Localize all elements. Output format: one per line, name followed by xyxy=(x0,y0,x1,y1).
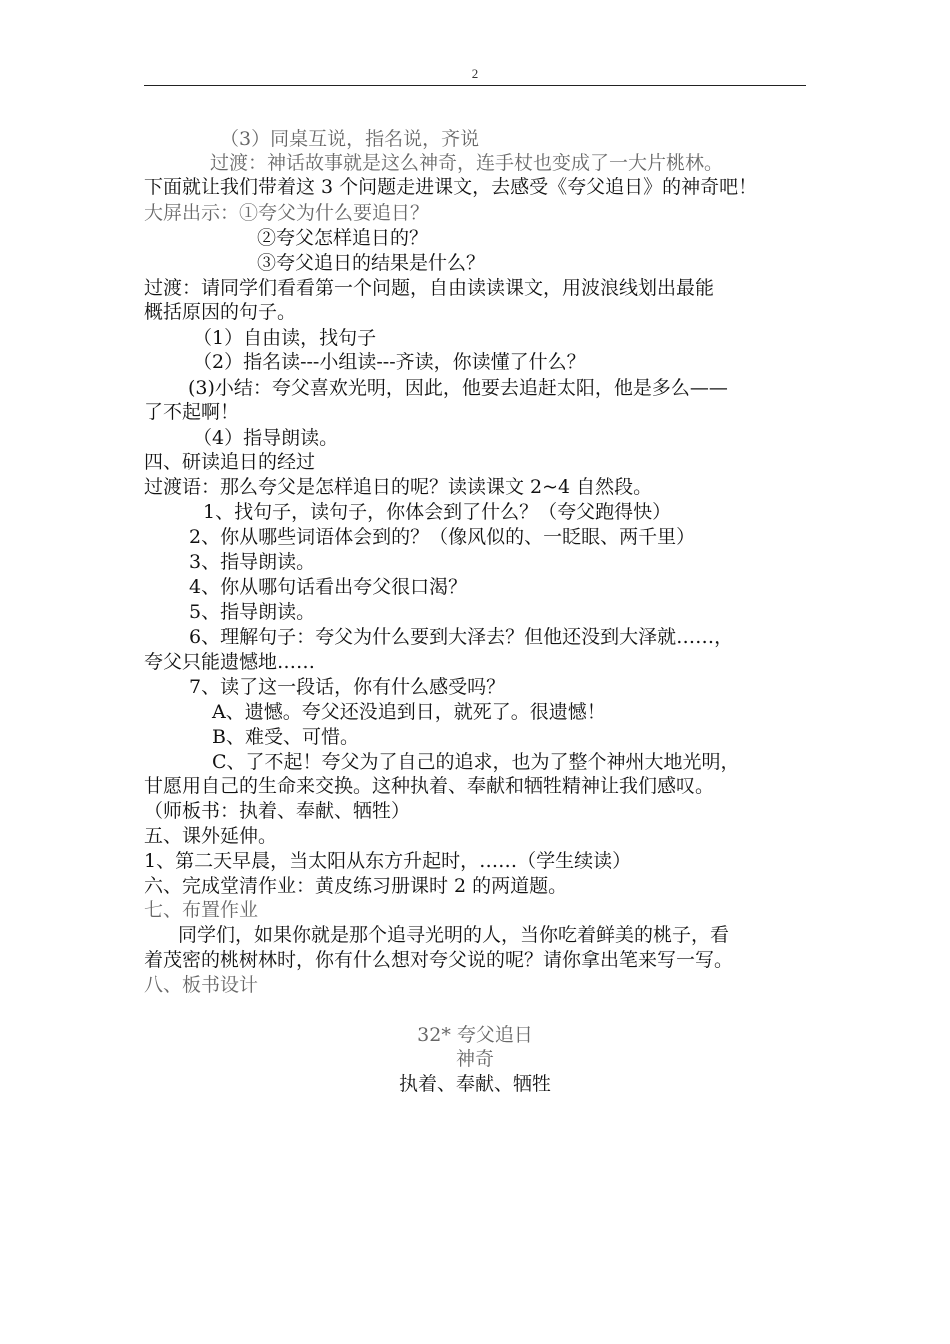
text-line: 过渡：请同学们看看第一个问题，自由读读课文，用波浪线划出最能 xyxy=(144,277,715,299)
text-line: 甘愿用自己的生命来交换。这种执着、奉献和牺牲精神让我们感叹。 xyxy=(144,775,715,797)
text-line: ③夸父追日的结果是什么？ xyxy=(257,252,486,274)
text-line: B、难受、可惜。 xyxy=(212,726,359,748)
text-line: 夸父只能遗憾地…… xyxy=(144,651,316,673)
text-line: 2、你从哪些词语体会到的？（像风似的、一眨眼、两千里） xyxy=(189,526,696,548)
text-line: 1、第二天早晨，当太阳从东方升起时，……（学生续读） xyxy=(144,850,632,872)
text-line: 大屏出示：①夸父为什么要追日？ xyxy=(144,202,430,224)
text-line: 了不起啊！ xyxy=(144,401,240,423)
header-rule xyxy=(144,85,806,86)
text-line: 下面就让我们带着这 3 个问题走进课文，去感受《夸父追日》的神奇吧！ xyxy=(144,176,758,198)
text-line: 同学们，如果你就是那个追寻光明的人，当你吃着鲜美的桃子，看 xyxy=(178,924,730,946)
text-line: 七、布置作业 xyxy=(144,899,259,921)
board-title: 32* 夸父追日 xyxy=(417,1024,533,1046)
text-line: 过渡：神话故事就是这么神奇，连手杖也变成了一大片桃林。 xyxy=(210,152,724,174)
text-line: ②夸父怎样追日的？ xyxy=(257,227,429,249)
board-keywords: 执着、奉献、牺牲 xyxy=(398,1073,551,1095)
text-line: （1）自由读，找句子 xyxy=(193,327,377,349)
text-line: 八、板书设计 xyxy=(144,974,259,996)
text-line: 过渡语：那么夸父是怎样追日的呢？读读课文 2~4 自然段。 xyxy=(144,476,653,498)
text-line: 四、研读追日的经过 xyxy=(144,451,316,473)
text-line: 五、课外延伸。 xyxy=(144,825,278,847)
text-line: (3)小结：夸父喜欢光明，因此，他要去追赶太阳，他是多么—— xyxy=(188,377,728,399)
text-line: C、了不起！夸父为了自己的追求，也为了整个神州大地光明， xyxy=(212,751,740,773)
text-line: 4、你从哪句话看出夸父很口渴？ xyxy=(189,576,468,598)
page-number: 2 xyxy=(471,66,479,81)
text-line: （4）指导朗读。 xyxy=(193,427,339,449)
board-subtitle: 神奇 xyxy=(455,1048,494,1070)
text-line: 概括原因的句子。 xyxy=(144,301,297,323)
text-line: 7、读了这一段话，你有什么感受吗？ xyxy=(189,676,506,698)
text-line: （师板书：执着、奉献、牺牲） xyxy=(144,800,411,822)
text-line: A、遗憾。夸父还没追到日，就死了。很遗憾！ xyxy=(212,701,606,723)
text-line: 1、找句子，读句子，你体会到了什么？（夸父跑得快） xyxy=(203,501,672,523)
text-line: 6、理解句子：夸父为什么要到大泽去？但他还没到大泽就……， xyxy=(189,626,734,648)
text-line: （3）同桌互说，指名说，齐说 xyxy=(220,128,480,150)
text-line: 六、完成堂清作业：黄皮练习册课时 2 的两道题。 xyxy=(144,875,568,897)
text-line: 3、指导朗读。 xyxy=(189,551,316,573)
text-line: 5、指导朗读。 xyxy=(189,601,316,623)
text-line: 着茂密的桃树林时，你有什么想对夸父说的呢？请你拿出笔来写一写。 xyxy=(144,949,734,971)
text-line: （2）指名读---小组读---齐读，你读懂了什么？ xyxy=(193,351,586,373)
